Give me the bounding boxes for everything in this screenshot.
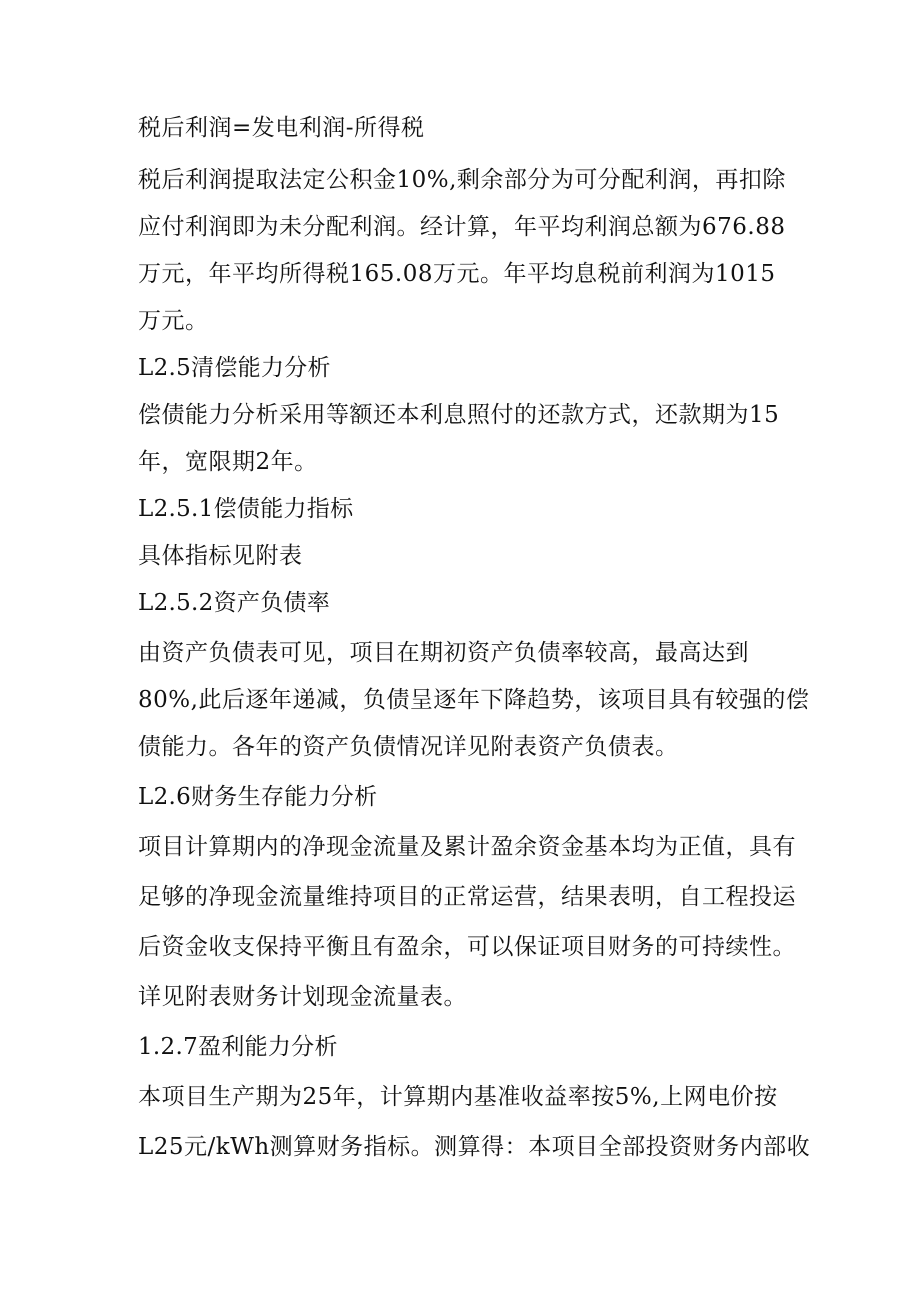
section-heading-2-5: L2.5清偿能力分析 bbox=[138, 355, 331, 381]
paragraph-line: 后资金收支保持平衡且有盈余，可以保证项目财务的可持续性。 bbox=[138, 934, 796, 960]
section-heading-2-6: L2.6财务生存能力分析 bbox=[138, 784, 378, 810]
paragraph-line: 万元，年平均所得税165.08万元。年平均息税前利润为1015 bbox=[138, 261, 776, 287]
section-heading-2-7: 1.2.7盈利能力分析 bbox=[138, 1034, 338, 1060]
paragraph-line: 应付利润即为未分配利润。经计算，年平均利润总额为676.88 bbox=[138, 214, 786, 240]
paragraph-line: 由资产负债表可见，项目在期初资产负债率较高，最高达到 bbox=[138, 640, 749, 666]
paragraph-line: 本项目生产期为25年，计算期内基准收益率按5%,上网电价按 bbox=[138, 1084, 778, 1110]
paragraph-line: 项目计算期内的净现金流量及累计盈余资金基本均为正值，具有 bbox=[138, 834, 796, 860]
section-heading-2-5-2: L2.5.2资产负债率 bbox=[138, 590, 331, 616]
formula-line: 税后利润=发电利润-所得税 bbox=[138, 115, 425, 141]
paragraph-line: L25元/kWh测算财务指标。测算得：本项目全部投资财务内部收 bbox=[138, 1134, 811, 1160]
paragraph-line: 80%,此后逐年递减，负债呈逐年下降趋势，该项目具有较强的偿 bbox=[138, 687, 810, 713]
paragraph-line: 足够的净现金流量维持项目的正常运营，结果表明，自工程投运 bbox=[138, 884, 796, 910]
section-heading-2-5-1: L2.5.1偿债能力指标 bbox=[138, 496, 354, 522]
paragraph-line: 具体指标见附表 bbox=[138, 543, 303, 569]
paragraph-line: 详见附表财务计划现金流量表。 bbox=[138, 984, 467, 1010]
paragraph-line: 偿债能力分析采用等额还本利息照付的还款方式，还款期为15 bbox=[138, 402, 780, 428]
paragraph-line: 债能力。各年的资产负债情况详见附表资产负债表。 bbox=[138, 734, 679, 760]
paragraph-line: 万元。 bbox=[138, 308, 209, 334]
paragraph-line: 年，宽限期2年。 bbox=[138, 449, 318, 475]
paragraph-line: 税后利润提取法定公积金10%,剩余部分为可分配利润，再扣除 bbox=[138, 167, 786, 193]
